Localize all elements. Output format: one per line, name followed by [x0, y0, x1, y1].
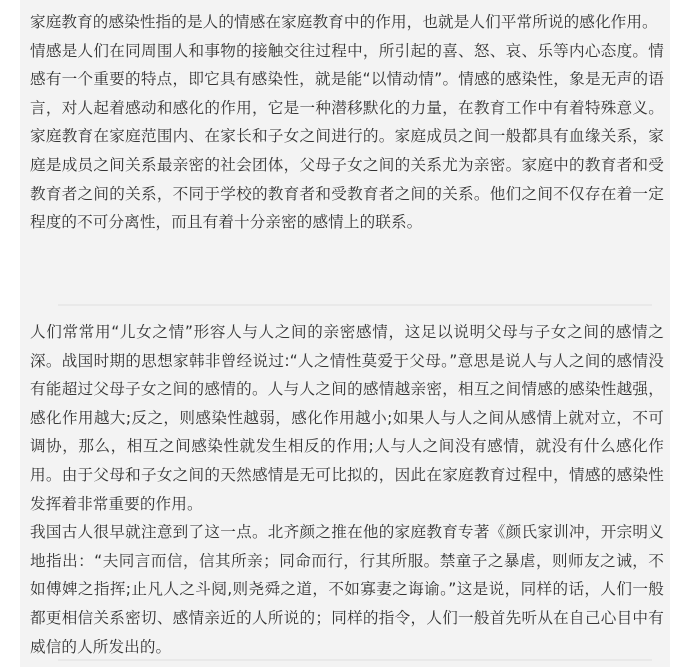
- paragraph-ancient: 我国古人很早就注意到了这一点。北齐颜之推在他的家庭教育专著《颜氏家训冲，开宗明义地指出：“夫同言而信，信其所亲；同命而行，行其所服。禁童子之暴虐，则师友之诫，不如傅婢之指挥;止凡人之斗阋,则尧舜之道，不如寡妻之诲谕。”这是说，同样的话，人们一般都更相信关系密切、感情亲近的人所说的；同样的指令，人们一般首先听从在自己心目中有威信的人所发出的。: [30, 523, 664, 656]
- section-divider-bottom: [58, 659, 652, 661]
- paragraph-definition: 家庭教育的感染性指的是人的情感在家庭教育中的作用，也就是人们平常所说的感化作用。: [30, 13, 658, 31]
- section-divider: [58, 304, 652, 306]
- article-page: [20, 0, 670, 667]
- paragraph-parent-child: 人们常常用“儿女之情”形容人与人之间的亲密感情，这足以说明父母与子女之间的感情之深。战国时期的思想家韩非曾经说过:“人之情性莫爱于父母。”意思是说人与人之间的感情没有能超过父母子女之间的感情的。人与人之间的感情越亲密，相互之间情感的感染性越强，感化作用越大;反之，则感染性越弱，感化作用越小;如果人与人之间从感情上就对立，不可调协，那么，相互之间感染性就发生相反的作用;人与人之间没有感情，就没有什么感化作用。由于父母和子女之间的天然感情是无可比拟的，因此在家庭教育过程中，情感的感染性发挥着非常重要的作用。: [30, 323, 664, 513]
- article-section-2: [30, 318, 664, 661]
- article-section-1: [30, 8, 664, 237]
- paragraph-emotion: 情感是人们在同周围人和事物的接触交往过程中，所引起的喜、怒、哀、乐等内心态度。情感有一个重要的特点，即它具有感染性，就是能“以情动情”。情感的感染性，象是无声的语言，对人起着感动和感化的作用，它是一种潜移默化的力量，在教育工作中有着特殊意义。家庭教育在家庭范围内、在家长和子女之间进行的。家庭成员之间一般都具有血缘关系，家庭是成员之间关系最亲密的社会团体，父母子女之间的关系尤为亲密。家庭中的教育者和受教育者之间的关系，不同于学校的教育者和受教育者之间的关系。他们之间不仅存在着一定程度的不可分离性，而且有着十分亲密的感情上的联系。: [30, 41, 664, 232]
